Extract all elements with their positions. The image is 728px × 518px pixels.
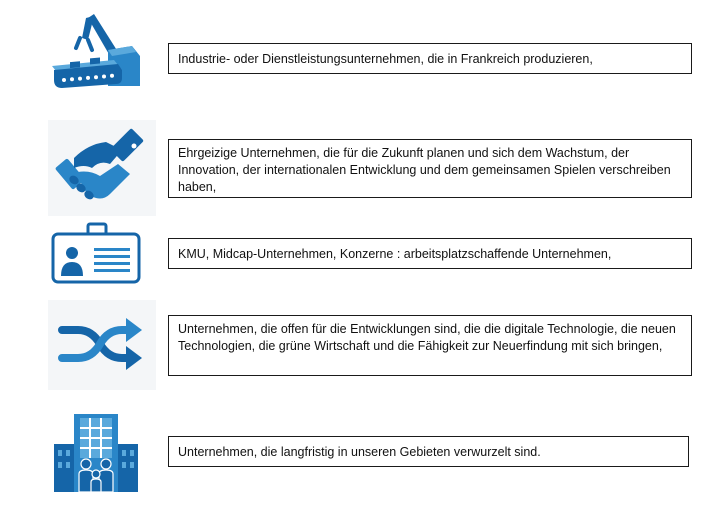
criterion-text: Ehrgeizige Unternehmen, die für die Zukunft planen und sich dem Wachstum, der Innovation, der internationalen Entwicklung und dem gemeinsamen Spielen verschreiben haben,: [178, 146, 671, 194]
criterion-text: Unternehmen, die offen für die Entwicklungen sind, die die digitale Technologie, die neuen Technologien, die grüne Wirtschaft und die Fähigkeit zur Neuerfindung mit sich bringen,: [178, 322, 676, 353]
criterion-box-open-to-change: [168, 315, 692, 376]
factory-robot-arm-conveyor-icon: [48, 12, 144, 98]
criterion-box-industry: [168, 43, 692, 74]
criterion-box-size: [168, 238, 692, 269]
criterion-box-ambitious: [168, 139, 692, 198]
criterion-text: KMU, Midcap-Unternehmen, Konzerne : arbeitsplatzschaffende Unternehmen,: [178, 247, 612, 261]
building-family-icon: [48, 408, 144, 496]
criterion-text: Industrie- oder Dienstleistungsunternehmen, die in Frankreich produzieren,: [178, 52, 593, 66]
criterion-text: Unternehmen, die langfristig in unseren Gebieten verwurzelt sind.: [178, 445, 541, 459]
id-badge-icon: [48, 220, 144, 286]
shuffle-arrows-icon: [48, 300, 156, 390]
criterion-box-rooted: [168, 436, 689, 467]
handshake-icon: [48, 120, 156, 216]
